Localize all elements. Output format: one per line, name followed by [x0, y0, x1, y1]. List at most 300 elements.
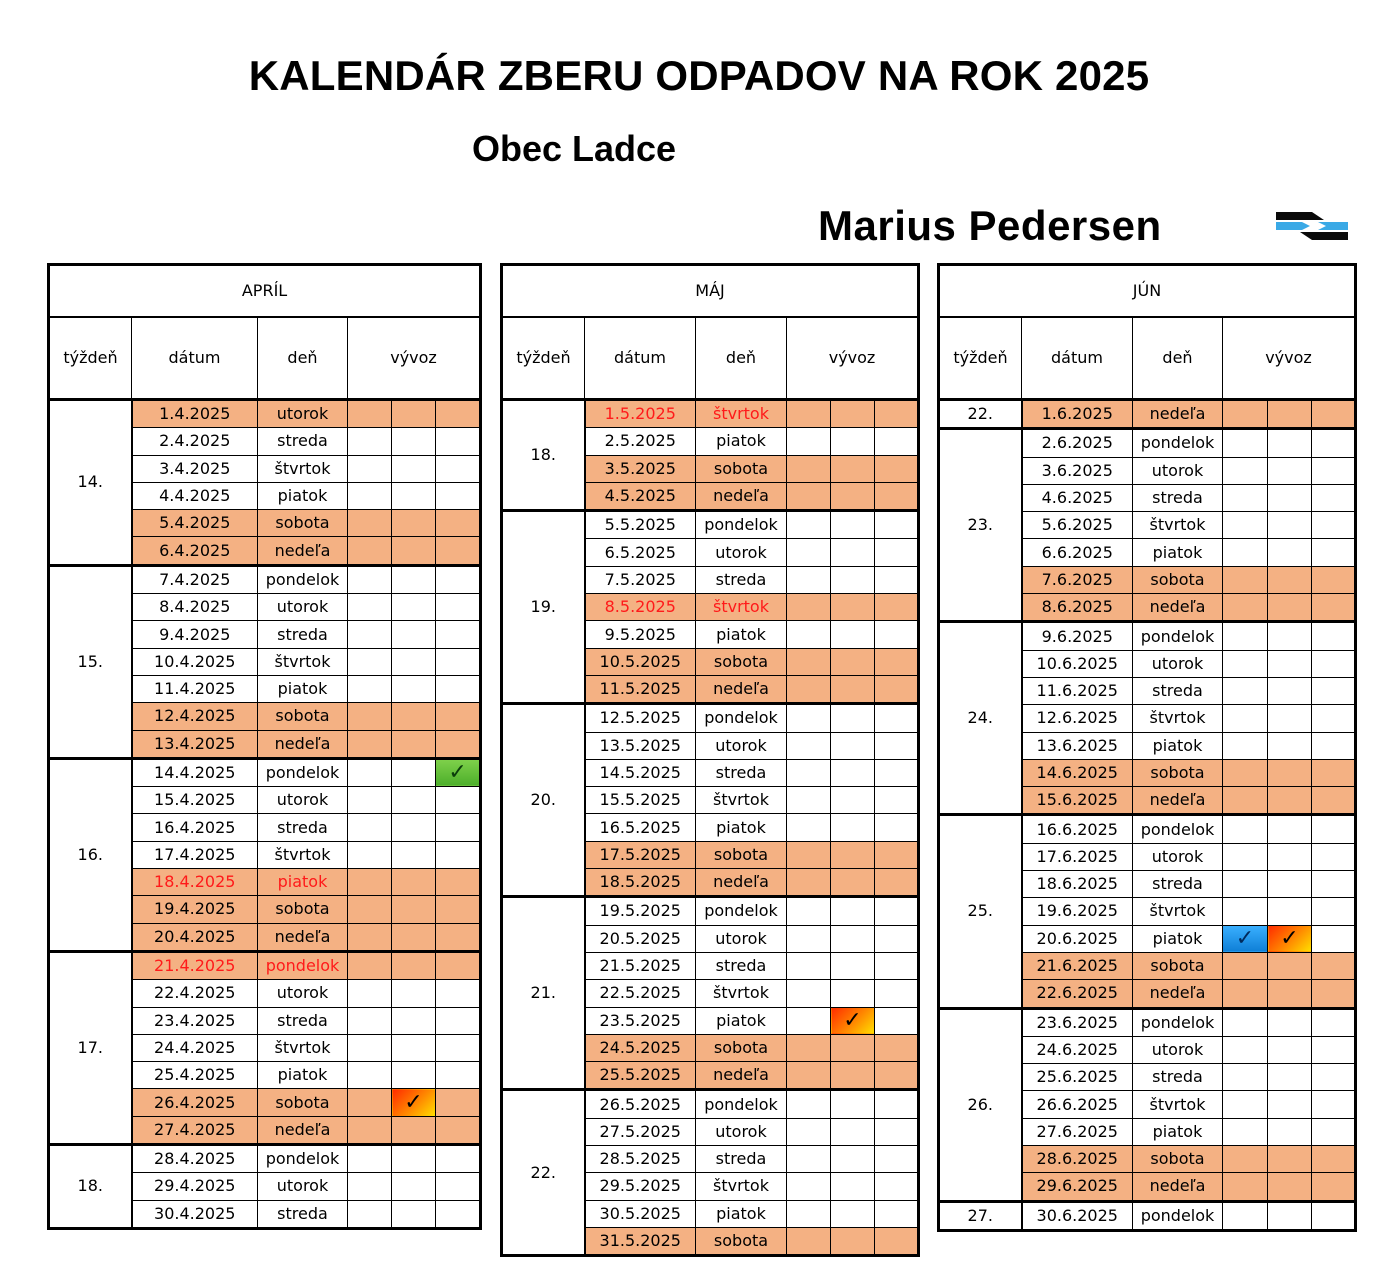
week-header: týždeň — [502, 317, 585, 400]
date-cell: 11.4.2025 — [132, 675, 258, 702]
day-cell: piatok — [1133, 925, 1223, 952]
pickup-cell — [348, 814, 392, 841]
pickup-header: vývoz — [787, 317, 919, 400]
date-cell: 30.5.2025 — [585, 1200, 696, 1227]
date-cell: 17.5.2025 — [585, 841, 696, 868]
day-cell: streda — [258, 814, 348, 841]
date-cell: 7.4.2025 — [132, 565, 258, 593]
pickup-cell — [875, 1090, 919, 1118]
pickup-cell — [787, 594, 831, 621]
pickup-cell — [1312, 952, 1356, 979]
date-cell: 8.6.2025 — [1022, 594, 1133, 622]
date-header: dátum — [132, 317, 258, 400]
day-cell: streda — [258, 1007, 348, 1034]
pickup-cell — [831, 704, 875, 732]
day-cell: štvrtok — [696, 980, 787, 1007]
week-number: 23. — [939, 429, 1022, 622]
date-cell: 3.6.2025 — [1022, 457, 1133, 484]
date-cell: 17.6.2025 — [1022, 843, 1133, 870]
day-cell: utorok — [1133, 457, 1223, 484]
pickup-cell — [875, 482, 919, 510]
pickup-cell — [1268, 705, 1312, 732]
date-cell: 13.4.2025 — [132, 730, 258, 758]
day-cell: pondelok — [1133, 815, 1223, 843]
day-cell: štvrtok — [696, 1173, 787, 1200]
pickup-cell — [1312, 787, 1356, 815]
date-cell: 2.5.2025 — [585, 428, 696, 455]
pickup-cell — [831, 455, 875, 482]
pickup-cell — [1223, 1036, 1268, 1063]
pickup-cell — [831, 759, 875, 786]
pickup-cell — [875, 1146, 919, 1173]
pickup-cell — [392, 1145, 436, 1173]
month-name: JÚN — [939, 265, 1356, 318]
date-cell: 24.5.2025 — [585, 1034, 696, 1061]
date-cell: 16.4.2025 — [132, 814, 258, 841]
date-cell: 20.5.2025 — [585, 925, 696, 952]
table-row — [49, 758, 481, 786]
day-cell: utorok — [696, 539, 787, 566]
pickup-cell — [1268, 1201, 1312, 1230]
date-cell: 9.4.2025 — [132, 621, 258, 648]
pickup-cell — [1223, 1008, 1268, 1036]
pickup-cell — [1312, 843, 1356, 870]
day-cell: utorok — [1133, 843, 1223, 870]
pickup-cell — [1268, 980, 1312, 1008]
pickup-cell — [875, 539, 919, 566]
pickup-check-blue-icon: ✓ — [1223, 925, 1268, 952]
week-number: 16. — [49, 758, 132, 951]
date-cell: 12.6.2025 — [1022, 705, 1133, 732]
pickup-cell — [875, 787, 919, 814]
pickup-cell — [1268, 871, 1312, 898]
pickup-cell — [392, 1116, 436, 1144]
date-cell: 22.5.2025 — [585, 980, 696, 1007]
day-header: deň — [1133, 317, 1223, 400]
table-row — [49, 400, 481, 428]
pickup-cell — [436, 841, 481, 868]
day-cell: nedeľa — [258, 730, 348, 758]
pickup-cell — [787, 704, 831, 732]
pickup-cell — [1223, 732, 1268, 759]
pickup-cell — [348, 1200, 392, 1228]
day-cell: pondelok — [1133, 429, 1223, 457]
pickup-cell — [392, 510, 436, 537]
pickup-cell — [436, 869, 481, 896]
pickup-cell — [1312, 1118, 1356, 1145]
date-cell: 2.6.2025 — [1022, 429, 1133, 457]
date-cell: 15.5.2025 — [585, 787, 696, 814]
marius-pedersen-logo-icon — [1276, 210, 1348, 242]
day-cell: piatok — [258, 482, 348, 509]
day-cell: streda — [696, 952, 787, 979]
pickup-cell — [392, 675, 436, 702]
pickup-cell — [787, 952, 831, 979]
pickup-cell — [787, 1007, 831, 1034]
day-cell: nedeľa — [696, 482, 787, 510]
pickup-cell — [875, 759, 919, 786]
pickup-cell — [348, 1089, 392, 1116]
day-cell: piatok — [258, 869, 348, 896]
table-row — [939, 815, 1356, 843]
pickup-cell — [1268, 898, 1312, 925]
table-row — [939, 622, 1356, 650]
pickup-cell — [436, 675, 481, 702]
pickup-cell — [436, 923, 481, 951]
pickup-cell — [348, 675, 392, 702]
day-cell: utorok — [1133, 1036, 1223, 1063]
pickup-cell — [831, 869, 875, 897]
pickup-cell — [831, 787, 875, 814]
pickup-cell — [1223, 512, 1268, 539]
date-cell: 8.5.2025 — [585, 594, 696, 621]
pickup-cell — [831, 428, 875, 455]
pickup-cell — [1223, 815, 1268, 843]
pickup-cell — [1268, 1064, 1312, 1091]
day-cell: sobota — [696, 1227, 787, 1255]
date-cell: 6.6.2025 — [1022, 539, 1133, 566]
pickup-cell — [1312, 1008, 1356, 1036]
pickup-cell — [787, 869, 831, 897]
week-number: 19. — [502, 511, 585, 704]
pickup-cell — [348, 510, 392, 537]
pickup-cell — [875, 1007, 919, 1034]
pickup-cell — [787, 1090, 831, 1118]
pickup-cell — [436, 1200, 481, 1228]
pickup-cell — [348, 1062, 392, 1089]
pickup-cell — [831, 952, 875, 979]
date-cell: 14.5.2025 — [585, 759, 696, 786]
pickup-cell — [348, 1173, 392, 1200]
pickup-cell — [436, 1173, 481, 1200]
pickup-cell — [436, 1034, 481, 1061]
pickup-cell — [1223, 871, 1268, 898]
table-row — [939, 1201, 1356, 1230]
pickup-cell — [831, 511, 875, 539]
week-number: 15. — [49, 565, 132, 758]
pickup-cell — [1268, 952, 1312, 979]
day-cell: nedeľa — [1133, 787, 1223, 815]
pickup-cell — [1268, 457, 1312, 484]
day-cell: piatok — [1133, 1118, 1223, 1145]
pickup-cell — [1268, 1036, 1312, 1063]
date-cell: 1.4.2025 — [132, 400, 258, 428]
pickup-cell — [392, 703, 436, 730]
pickup-cell — [348, 787, 392, 814]
pickup-cell — [1223, 787, 1268, 815]
pickup-cell — [831, 1118, 875, 1145]
day-cell: streda — [696, 566, 787, 593]
day-cell: pondelok — [258, 758, 348, 786]
pickup-cell — [1223, 1064, 1268, 1091]
date-cell: 25.6.2025 — [1022, 1064, 1133, 1091]
day-cell: streda — [258, 428, 348, 455]
date-cell: 21.6.2025 — [1022, 952, 1133, 979]
pickup-cell — [875, 704, 919, 732]
date-cell: 9.6.2025 — [1022, 622, 1133, 650]
pickup-cell — [392, 951, 436, 979]
date-cell: 15.4.2025 — [132, 787, 258, 814]
date-cell: 11.6.2025 — [1022, 677, 1133, 704]
pickup-cell — [875, 1062, 919, 1090]
month-name: MÁJ — [502, 265, 919, 318]
date-cell: 30.6.2025 — [1022, 1201, 1133, 1230]
pickup-cell — [1268, 815, 1312, 843]
week-number: 22. — [502, 1090, 585, 1256]
day-cell: streda — [696, 1146, 787, 1173]
pickup-cell — [875, 980, 919, 1007]
pickup-cell — [1312, 1064, 1356, 1091]
day-cell: pondelok — [258, 1145, 348, 1173]
day-cell: nedeľa — [1133, 400, 1223, 429]
pickup-cell — [348, 1145, 392, 1173]
day-cell: sobota — [258, 896, 348, 923]
date-cell: 6.4.2025 — [132, 537, 258, 565]
pickup-cell — [875, 621, 919, 648]
day-cell: nedeľa — [258, 537, 348, 565]
pickup-cell — [787, 897, 831, 925]
week-number: 26. — [939, 1008, 1022, 1201]
pickup-cell — [1268, 787, 1312, 815]
day-cell: utorok — [258, 980, 348, 1007]
pickup-cell — [348, 1034, 392, 1061]
table-row — [49, 565, 481, 593]
week-number: 25. — [939, 815, 1022, 1008]
date-cell: 12.5.2025 — [585, 704, 696, 732]
day-cell: sobota — [1133, 759, 1223, 786]
day-cell: streda — [696, 759, 787, 786]
day-cell: sobota — [696, 841, 787, 868]
pickup-cell — [392, 730, 436, 758]
pickup-cell — [1312, 1146, 1356, 1173]
day-cell: piatok — [1133, 539, 1223, 566]
pickup-cell — [348, 1007, 392, 1034]
date-cell: 26.6.2025 — [1022, 1091, 1133, 1118]
date-cell: 24.6.2025 — [1022, 1036, 1133, 1063]
date-cell: 16.5.2025 — [585, 814, 696, 841]
week-number: 18. — [502, 400, 585, 511]
pickup-cell — [1312, 677, 1356, 704]
pickup-cell — [1312, 512, 1356, 539]
date-cell: 10.4.2025 — [132, 648, 258, 675]
week-number: 14. — [49, 400, 132, 566]
day-cell: streda — [258, 621, 348, 648]
pickup-cell — [348, 594, 392, 621]
day-cell: pondelok — [258, 565, 348, 593]
week-number: 21. — [502, 897, 585, 1090]
pickup-cell — [875, 814, 919, 841]
pickup-cell — [1312, 705, 1356, 732]
date-cell: 15.6.2025 — [1022, 787, 1133, 815]
day-cell: pondelok — [696, 897, 787, 925]
day-header: deň — [696, 317, 787, 400]
pickup-cell — [392, 455, 436, 482]
pickup-cell — [1312, 1201, 1356, 1230]
pickup-cell — [348, 841, 392, 868]
date-cell: 7.6.2025 — [1022, 566, 1133, 593]
week-number: 27. — [939, 1201, 1022, 1230]
day-cell: pondelok — [696, 511, 787, 539]
pickup-cell — [875, 428, 919, 455]
day-cell: streda — [1133, 677, 1223, 704]
day-cell: nedeľa — [258, 1116, 348, 1144]
date-cell: 1.6.2025 — [1022, 400, 1133, 429]
day-cell: štvrtok — [258, 1034, 348, 1061]
pickup-cell — [436, 1116, 481, 1144]
table-row — [502, 400, 919, 428]
pickup-cell — [831, 1034, 875, 1061]
pickup-cell — [1312, 622, 1356, 650]
pickup-cell — [787, 1118, 831, 1145]
pickup-cell — [392, 869, 436, 896]
date-cell: 5.5.2025 — [585, 511, 696, 539]
pickup-cell — [392, 1034, 436, 1061]
pickup-cell — [1268, 594, 1312, 622]
pickup-cell — [1223, 650, 1268, 677]
pickup-cell — [875, 1227, 919, 1255]
pickup-cell — [392, 565, 436, 593]
date-cell: 11.5.2025 — [585, 675, 696, 703]
pickup-cell — [1312, 484, 1356, 511]
pickup-cell — [787, 675, 831, 703]
pickup-cell — [436, 787, 481, 814]
pickup-cell — [831, 980, 875, 1007]
date-cell: 18.6.2025 — [1022, 871, 1133, 898]
pickup-cell — [1223, 759, 1268, 786]
pickup-cell — [1223, 705, 1268, 732]
pickup-cell — [436, 1062, 481, 1089]
pickup-cell — [436, 703, 481, 730]
pickup-cell — [1223, 1201, 1268, 1230]
date-cell: 3.5.2025 — [585, 455, 696, 482]
date-cell: 6.5.2025 — [585, 539, 696, 566]
pickup-cell — [392, 400, 436, 428]
pickup-cell — [1223, 539, 1268, 566]
date-cell: 19.5.2025 — [585, 897, 696, 925]
date-cell: 9.5.2025 — [585, 621, 696, 648]
pickup-cell — [787, 428, 831, 455]
pickup-cell — [1312, 1036, 1356, 1063]
pickup-cell — [348, 455, 392, 482]
day-cell: štvrtok — [1133, 705, 1223, 732]
date-header: dátum — [585, 317, 696, 400]
date-cell: 30.4.2025 — [132, 1200, 258, 1228]
pickup-cell — [1223, 952, 1268, 979]
day-cell: nedeľa — [258, 923, 348, 951]
date-cell: 3.4.2025 — [132, 455, 258, 482]
pickup-cell — [787, 539, 831, 566]
pickup-cell — [1223, 1091, 1268, 1118]
date-cell: 4.5.2025 — [585, 482, 696, 510]
date-cell: 27.4.2025 — [132, 1116, 258, 1144]
pickup-cell — [436, 1145, 481, 1173]
pickup-cell — [875, 925, 919, 952]
pickup-cell — [1312, 429, 1356, 457]
date-cell: 16.6.2025 — [1022, 815, 1133, 843]
pickup-cell — [875, 897, 919, 925]
pickup-cell — [392, 482, 436, 509]
week-header: týždeň — [49, 317, 132, 400]
date-cell: 29.5.2025 — [585, 1173, 696, 1200]
pickup-cell — [787, 482, 831, 510]
pickup-cell — [1312, 898, 1356, 925]
pickup-cell — [1223, 677, 1268, 704]
pickup-cell — [1268, 1146, 1312, 1173]
day-cell: nedeľa — [696, 1062, 787, 1090]
pickup-cell — [436, 565, 481, 593]
pickup-cell — [392, 1173, 436, 1200]
date-cell: 24.4.2025 — [132, 1034, 258, 1061]
day-cell: piatok — [1133, 732, 1223, 759]
pickup-cell — [392, 1007, 436, 1034]
pickup-cell — [875, 566, 919, 593]
day-cell: piatok — [696, 428, 787, 455]
pickup-cell — [436, 896, 481, 923]
company-name: Marius Pedersen — [818, 202, 1162, 249]
pickup-cell — [831, 675, 875, 703]
day-cell: utorok — [258, 400, 348, 428]
day-cell: utorok — [696, 925, 787, 952]
pickup-cell — [831, 594, 875, 621]
day-cell: štvrtok — [258, 455, 348, 482]
day-cell: pondelok — [696, 704, 787, 732]
pickup-cell — [436, 648, 481, 675]
pickup-cell — [1268, 732, 1312, 759]
date-cell: 22.6.2025 — [1022, 980, 1133, 1008]
date-cell: 28.5.2025 — [585, 1146, 696, 1173]
pickup-cell — [1268, 843, 1312, 870]
date-cell: 22.4.2025 — [132, 980, 258, 1007]
day-cell: nedeľa — [1133, 980, 1223, 1008]
week-number: 17. — [49, 951, 132, 1144]
date-cell: 8.4.2025 — [132, 594, 258, 621]
pickup-cell — [787, 621, 831, 648]
day-cell: sobota — [258, 703, 348, 730]
pickup-cell — [875, 648, 919, 675]
week-number: 24. — [939, 622, 1022, 815]
table-row — [49, 1145, 481, 1173]
pickup-cell — [831, 400, 875, 428]
date-cell: 21.4.2025 — [132, 951, 258, 979]
pickup-cell — [1312, 759, 1356, 786]
week-number: 18. — [49, 1145, 132, 1229]
pickup-cell — [831, 814, 875, 841]
pickup-check-orange-icon: ✓ — [392, 1089, 436, 1116]
day-cell: streda — [1133, 1064, 1223, 1091]
pickup-cell — [787, 566, 831, 593]
date-cell: 25.4.2025 — [132, 1062, 258, 1089]
pickup-cell — [1312, 732, 1356, 759]
pickup-cell — [787, 980, 831, 1007]
date-cell: 4.4.2025 — [132, 482, 258, 509]
pickup-cell — [875, 732, 919, 759]
pickup-cell — [436, 428, 481, 455]
day-header: deň — [258, 317, 348, 400]
day-cell: streda — [1133, 484, 1223, 511]
day-cell: utorok — [258, 787, 348, 814]
pickup-cell — [348, 703, 392, 730]
day-cell: piatok — [696, 814, 787, 841]
day-cell: pondelok — [1133, 1008, 1223, 1036]
date-cell: 13.6.2025 — [1022, 732, 1133, 759]
day-cell: utorok — [696, 1118, 787, 1145]
pickup-cell — [1268, 759, 1312, 786]
pickup-cell — [1312, 650, 1356, 677]
pickup-cell — [875, 952, 919, 979]
pickup-cell — [831, 648, 875, 675]
pickup-cell — [348, 1116, 392, 1144]
pickup-cell — [787, 455, 831, 482]
